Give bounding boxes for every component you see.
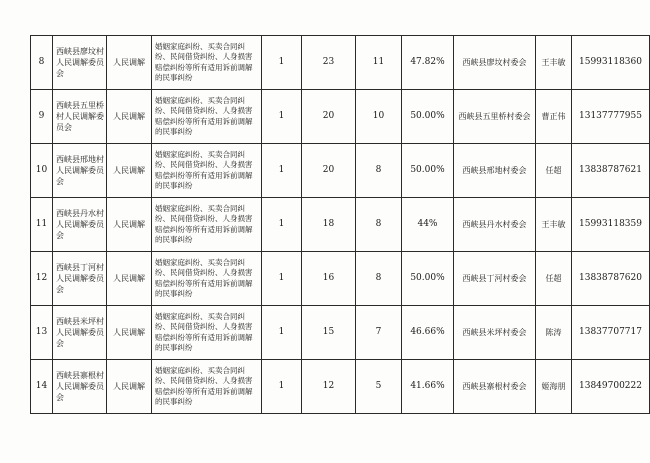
location-cell: 西峡县米坪村委会 bbox=[454, 306, 536, 360]
count-b-cell: 20 bbox=[302, 144, 356, 198]
location-cell: 西峡县寨根村委会 bbox=[454, 360, 536, 414]
contact-person-cell: 姬海朋 bbox=[536, 360, 572, 414]
count-b-cell: 18 bbox=[302, 198, 356, 252]
location-cell: 西峡县丁河村委会 bbox=[454, 252, 536, 306]
success-rate-cell: 47.82% bbox=[402, 36, 454, 90]
organization-cell: 西峡县廖坟村人民调解委员会 bbox=[53, 36, 107, 90]
dispute-scope-cell: 婚姻家庭纠纷、买卖合同纠纷、民间借贷纠纷、人身损害赔偿纠纷等所有适用诉前调解的民事纠纷 bbox=[152, 360, 262, 414]
count-c-cell: 5 bbox=[356, 360, 402, 414]
success-rate-cell: 50.00% bbox=[402, 144, 454, 198]
count-a-cell: 1 bbox=[262, 306, 302, 360]
count-a-cell: 1 bbox=[262, 252, 302, 306]
location-cell: 西峡县邢地村委会 bbox=[454, 144, 536, 198]
success-rate-cell: 46.66% bbox=[402, 306, 454, 360]
row-index-cell: 13 bbox=[31, 306, 53, 360]
organization-cell: 西峡县寨根村人民调解委员会 bbox=[53, 360, 107, 414]
count-a-cell: 1 bbox=[262, 198, 302, 252]
count-b-cell: 20 bbox=[302, 90, 356, 144]
location-cell: 西峡县五里桥村委会 bbox=[454, 90, 536, 144]
contact-person-cell: 任超 bbox=[536, 144, 572, 198]
contact-person-cell: 王丰敏 bbox=[536, 36, 572, 90]
dispute-scope-cell: 婚姻家庭纠纷、买卖合同纠纷、民间借贷纠纷、人身损害赔偿纠纷等所有适用诉前调解的民事纠纷 bbox=[152, 90, 262, 144]
dispute-scope-cell: 婚姻家庭纠纷、买卖合同纠纷、民间借贷纠纷、人身损害赔偿纠纷等所有适用诉前调解的民事纠纷 bbox=[152, 252, 262, 306]
phone-cell: 15993118360 bbox=[572, 36, 650, 90]
contact-person-cell: 王丰敏 bbox=[536, 198, 572, 252]
phone-cell: 13837707717 bbox=[572, 306, 650, 360]
location-cell: 西峡县丹水村委会 bbox=[454, 198, 536, 252]
count-a-cell: 1 bbox=[262, 36, 302, 90]
table-row bbox=[31, 360, 650, 414]
count-a-cell: 1 bbox=[262, 90, 302, 144]
organization-cell: 西峡县丁河村人民调解委员会 bbox=[53, 252, 107, 306]
table-row bbox=[31, 90, 650, 144]
table-row bbox=[31, 36, 650, 90]
count-c-cell: 8 bbox=[356, 198, 402, 252]
phone-cell: 13137777955 bbox=[572, 90, 650, 144]
phone-cell: 13838787621 bbox=[572, 144, 650, 198]
row-index-cell: 11 bbox=[31, 198, 53, 252]
mediation-type-cell: 人民调解 bbox=[107, 90, 152, 144]
mediation-type-cell: 人民调解 bbox=[107, 306, 152, 360]
dispute-scope-cell: 婚姻家庭纠纷、买卖合同纠纷、民间借贷纠纷、人身损害赔偿纠纷等所有适用诉前调解的民事纠纷 bbox=[152, 306, 262, 360]
dispute-scope-cell: 婚姻家庭纠纷、买卖合同纠纷、民间借贷纠纷、人身损害赔偿纠纷等所有适用诉前调解的民事纠纷 bbox=[152, 36, 262, 90]
success-rate-cell: 41.66% bbox=[402, 360, 454, 414]
table-row bbox=[31, 306, 650, 360]
mediation-type-cell: 人民调解 bbox=[107, 360, 152, 414]
organization-cell: 西峡县五里桥村人民调解委员会 bbox=[53, 90, 107, 144]
document-page bbox=[30, 35, 650, 414]
contact-person-cell: 曹正伟 bbox=[536, 90, 572, 144]
mediation-table bbox=[30, 35, 650, 414]
table-body bbox=[31, 36, 650, 414]
dispute-scope-cell: 婚姻家庭纠纷、买卖合同纠纷、民间借贷纠纷、人身损害赔偿纠纷等所有适用诉前调解的民事纠纷 bbox=[152, 198, 262, 252]
mediation-type-cell: 人民调解 bbox=[107, 252, 152, 306]
table-row bbox=[31, 252, 650, 306]
row-index-cell: 8 bbox=[31, 36, 53, 90]
phone-cell: 13838787620 bbox=[572, 252, 650, 306]
table-row bbox=[31, 144, 650, 198]
row-index-cell: 12 bbox=[31, 252, 53, 306]
row-index-cell: 10 bbox=[31, 144, 53, 198]
mediation-type-cell: 人民调解 bbox=[107, 144, 152, 198]
success-rate-cell: 44% bbox=[402, 198, 454, 252]
count-c-cell: 7 bbox=[356, 306, 402, 360]
row-index-cell: 9 bbox=[31, 90, 53, 144]
mediation-type-cell: 人民调解 bbox=[107, 198, 152, 252]
contact-person-cell: 任超 bbox=[536, 252, 572, 306]
count-c-cell: 11 bbox=[356, 36, 402, 90]
count-c-cell: 8 bbox=[356, 252, 402, 306]
success-rate-cell: 50.00% bbox=[402, 90, 454, 144]
organization-cell: 西峡县邢地村人民调解委员会 bbox=[53, 144, 107, 198]
organization-cell: 西峡县丹水村人民调解委员会 bbox=[53, 198, 107, 252]
organization-cell: 西峡县米坪村人民调解委员会 bbox=[53, 306, 107, 360]
row-index-cell: 14 bbox=[31, 360, 53, 414]
count-a-cell: 1 bbox=[262, 144, 302, 198]
count-b-cell: 16 bbox=[302, 252, 356, 306]
count-b-cell: 15 bbox=[302, 306, 356, 360]
count-c-cell: 10 bbox=[356, 90, 402, 144]
count-b-cell: 12 bbox=[302, 360, 356, 414]
count-b-cell: 23 bbox=[302, 36, 356, 90]
dispute-scope-cell: 婚姻家庭纠纷、买卖合同纠纷、民间借贷纠纷、人身损害赔偿纠纷等所有适用诉前调解的民事纠纷 bbox=[152, 144, 262, 198]
count-a-cell: 1 bbox=[262, 360, 302, 414]
phone-cell: 15993118359 bbox=[572, 198, 650, 252]
location-cell: 西峡县廖坟村委会 bbox=[454, 36, 536, 90]
mediation-type-cell: 人民调解 bbox=[107, 36, 152, 90]
contact-person-cell: 陈涛 bbox=[536, 306, 572, 360]
count-c-cell: 8 bbox=[356, 144, 402, 198]
success-rate-cell: 50.00% bbox=[402, 252, 454, 306]
phone-cell: 13849700222 bbox=[572, 360, 650, 414]
table-row bbox=[31, 198, 650, 252]
